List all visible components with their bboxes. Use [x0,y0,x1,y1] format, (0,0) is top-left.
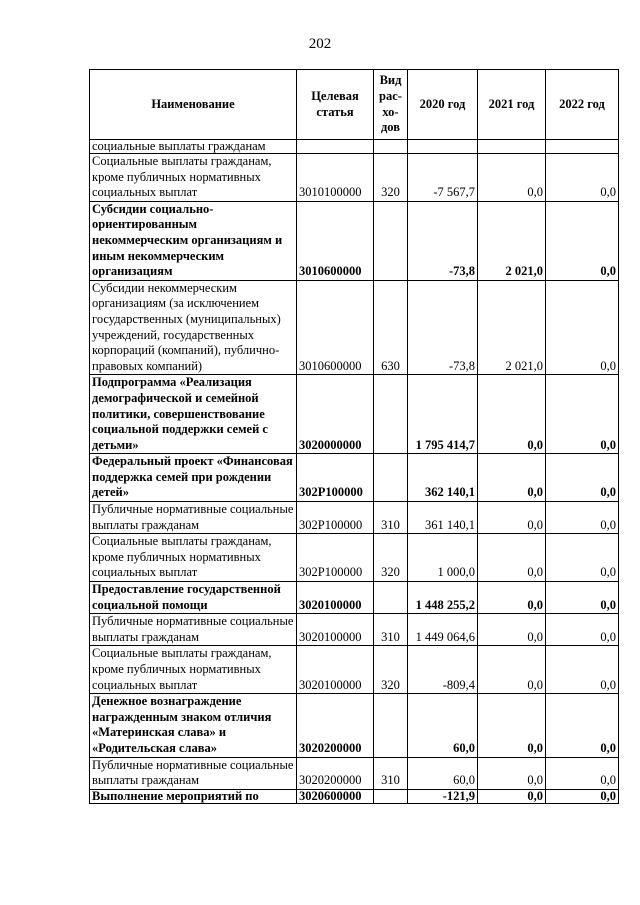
table-row [90,789,619,803]
row-amount-2020 [408,140,478,154]
row-amount-2020: 361 140,1 [408,502,478,534]
row-name: Федеральный проект «Финансовая поддержка семей при рождении детей» [90,454,297,502]
row-amount-2022: 0,0 [546,582,619,614]
row-expense-type [374,582,408,614]
row-target-article: 3020200000 [297,757,374,789]
row-target-article: 3010100000 [297,154,374,202]
row-expense-type: 320 [374,154,408,202]
row-amount-2022: 0,0 [546,757,619,789]
row-expense-type [374,454,408,502]
row-expense-type: 310 [374,614,408,646]
row-amount-2021: 0,0 [478,375,546,454]
row-amount-2022: 0,0 [546,375,619,454]
row-target-article: 3020100000 [297,646,374,694]
row-name: Субсидии некоммерческим организациям (за исключением государственных (муниципальных) учреждений, государственных корпораций (компаний), публично-правовых компаний) [90,280,297,375]
row-name: Подпрограмма «Реализация демографической и семейной политики, совершенствование социальной поддержки семей с детьми» [90,375,297,454]
row-amount-2021: 0,0 [478,502,546,534]
table-row [90,280,619,375]
row-target-article: 3020100000 [297,614,374,646]
row-expense-type: 320 [374,534,408,582]
row-name: Публичные нормативные социальные выплаты гражданам [90,502,297,534]
row-amount-2021: 0,0 [478,789,546,803]
row-amount-2022: 0,0 [546,201,619,280]
header-2021: 2021 год [478,70,546,140]
row-name: Денежное вознаграждение награжденным знаком отличия «Материнская слава» и «Родительская слава» [90,694,297,757]
row-name: социальные выплаты гражданам [90,140,297,154]
header-target-article: Целевая статья [297,70,374,140]
row-amount-2022: 0,0 [546,694,619,757]
row-amount-2022 [546,140,619,154]
row-amount-2020: -121,9 [408,789,478,803]
row-amount-2020: 60,0 [408,694,478,757]
page-number: 202 [308,36,332,52]
row-amount-2021 [478,140,546,154]
row-expense-type [374,694,408,757]
row-expense-type [374,375,408,454]
row-target-article: 3020100000 [297,582,374,614]
row-expense-type [374,140,408,154]
table-body [90,140,619,804]
row-amount-2022: 0,0 [546,454,619,502]
row-name: Социальные выплаты гражданам, кроме публичных нормативных социальных выплат [90,646,297,694]
row-name: Субсидии социально-ориентированным некоммерческим организациям и иным некоммерческим организациям [90,201,297,280]
table-row [90,375,619,454]
row-amount-2021: 0,0 [478,154,546,202]
header-2022: 2022 год [546,70,619,140]
row-amount-2021: 0,0 [478,582,546,614]
row-amount-2020: -73,8 [408,201,478,280]
header-expense-type: Вид рас-хо-дов [374,70,408,140]
row-amount-2020: -7 567,7 [408,154,478,202]
table-row [90,534,619,582]
row-expense-type: 310 [374,502,408,534]
table-row [90,614,619,646]
row-amount-2021: 2 021,0 [478,280,546,375]
table-row [90,502,619,534]
row-amount-2022: 0,0 [546,614,619,646]
row-amount-2022: 0,0 [546,789,619,803]
row-amount-2020: -809,4 [408,646,478,694]
table-row [90,140,619,154]
row-target-article: 3010600000 [297,201,374,280]
row-amount-2022: 0,0 [546,646,619,694]
row-amount-2020: 1 000,0 [408,534,478,582]
row-target-article: 302P100000 [297,502,374,534]
row-name: Выполнение мероприятий по [90,789,297,803]
row-amount-2020: 362 140,1 [408,454,478,502]
row-amount-2021: 2 021,0 [478,201,546,280]
row-target-article: 302P100000 [297,454,374,502]
row-name: Социальные выплаты гражданам, кроме публичных нормативных социальных выплат [90,154,297,202]
row-amount-2022: 0,0 [546,502,619,534]
table-row [90,646,619,694]
table-row [90,454,619,502]
row-amount-2022: 0,0 [546,154,619,202]
budget-table [89,69,619,804]
row-expense-type: 630 [374,280,408,375]
header-2020: 2020 год [408,70,478,140]
table-row [90,154,619,202]
row-target-article [297,140,374,154]
row-amount-2021: 0,0 [478,534,546,582]
row-name: Публичные нормативные социальные выплаты гражданам [90,614,297,646]
row-name: Публичные нормативные социальные выплаты гражданам [90,757,297,789]
row-amount-2021: 0,0 [478,694,546,757]
row-amount-2020: 1 448 255,2 [408,582,478,614]
table-row [90,582,619,614]
table-header-row [90,70,619,140]
row-amount-2021: 0,0 [478,614,546,646]
row-expense-type [374,201,408,280]
row-target-article: 3020600000 [297,789,374,803]
row-amount-2021: 0,0 [478,454,546,502]
table-row [90,757,619,789]
row-target-article: 3020200000 [297,694,374,757]
row-name: Социальные выплаты гражданам, кроме публичных нормативных социальных выплат [90,534,297,582]
header-name: Наименование [90,70,297,140]
row-amount-2022: 0,0 [546,280,619,375]
row-amount-2021: 0,0 [478,646,546,694]
row-amount-2020: -73,8 [408,280,478,375]
row-amount-2022: 0,0 [546,534,619,582]
row-name: Предоставление государственной социальной помощи [90,582,297,614]
row-target-article: 3020000000 [297,375,374,454]
row-expense-type [374,789,408,803]
table-row [90,201,619,280]
row-expense-type: 310 [374,757,408,789]
row-target-article: 3010600000 [297,280,374,375]
row-amount-2020: 60,0 [408,757,478,789]
row-amount-2020: 1 795 414,7 [408,375,478,454]
row-expense-type: 320 [374,646,408,694]
table-row [90,694,619,757]
row-amount-2020: 1 449 064,6 [408,614,478,646]
row-amount-2021: 0,0 [478,757,546,789]
row-target-article: 302P100000 [297,534,374,582]
